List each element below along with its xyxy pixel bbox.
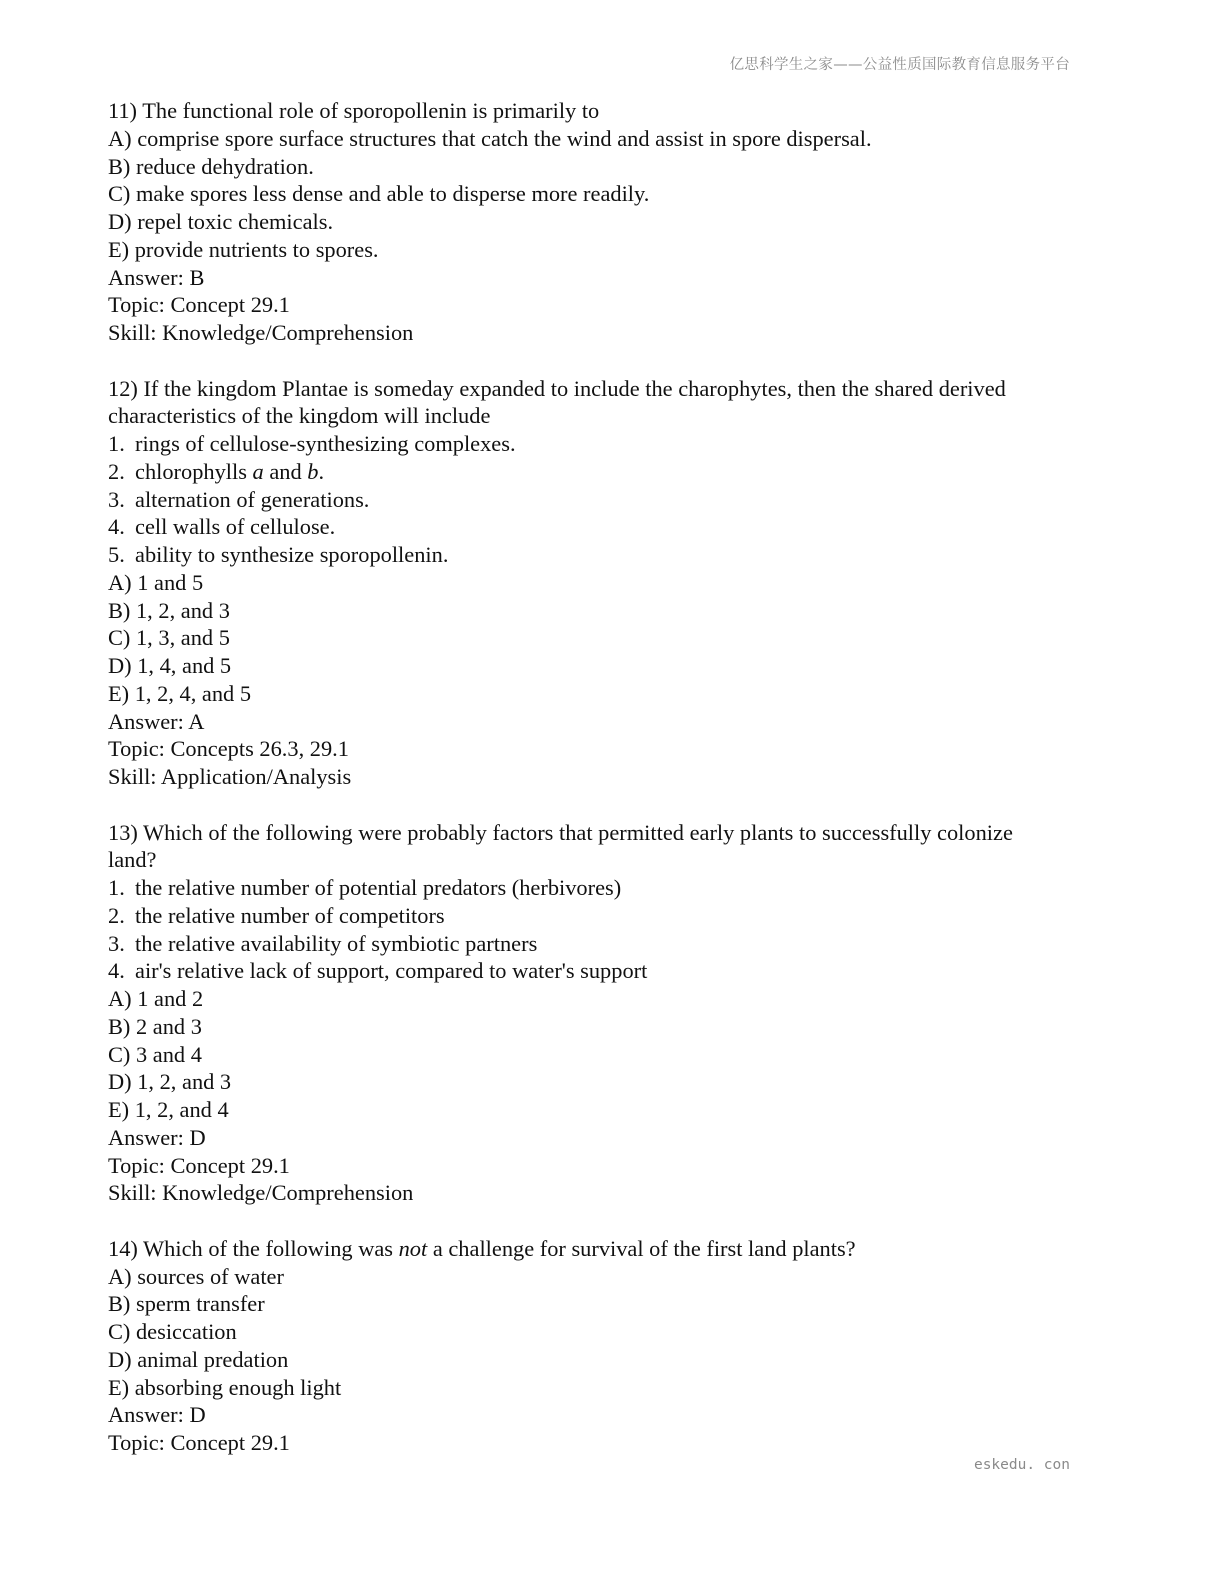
item-number: 1. (108, 875, 125, 900)
answer: Answer: D (108, 1124, 206, 1150)
stem-text-post: a challenge for survival of the first land plants? (427, 1235, 856, 1261)
item-text-mid: and (263, 458, 308, 484)
answer: Answer: A (108, 708, 205, 734)
skill: Skill: Application/Analysis (108, 764, 352, 789)
option-b: B) reduce dehydration. (108, 153, 314, 179)
item-text: cell walls of cellulose. (135, 514, 336, 540)
option-e: E) provide nutrients to spores. (108, 236, 379, 262)
question-stem (108, 1235, 1083, 1263)
option-a: A) comprise spore surface structures that catch the wind and assist in spore dispersal. (108, 125, 872, 151)
option-e: E) absorbing enough light (108, 1374, 342, 1400)
option-c: C) 3 and 4 (108, 1041, 202, 1067)
skill: Skill: Knowledge/Comprehension (108, 1180, 414, 1206)
topic: Topic: Concept 29.1 (108, 292, 290, 318)
option-a: A) 1 and 2 (108, 986, 204, 1011)
question-stem: 11) The functional role of sporopollenin is primarily to (108, 98, 600, 123)
item-text-post: . (318, 458, 325, 484)
item-text: the relative number of competitors (135, 902, 445, 928)
item-number: 5. (108, 542, 125, 567)
option-a: A) 1 and 5 (108, 569, 204, 595)
option-c: C) desiccation (108, 1319, 237, 1344)
footer-site-url: eskedu. con (973, 1457, 1070, 1473)
item-text: alternation of generations. (135, 486, 370, 512)
option-b: B) sperm transfer (108, 1291, 265, 1317)
item-number: 4. (108, 514, 125, 540)
statement-item (108, 513, 1083, 541)
option-d: D) repel toxic chemicals. (108, 209, 334, 234)
option-d: D) animal predation (108, 1346, 289, 1372)
option-b: B) 1, 2, and 3 (108, 597, 230, 623)
statement-item (108, 458, 1083, 486)
item-text-italic-b: b (307, 458, 319, 484)
option-b: B) 2 and 3 (108, 1013, 202, 1039)
item-number: 3. (108, 930, 125, 956)
item-text-italic-a: a (252, 458, 264, 484)
topic: Topic: Concept 29.1 (108, 1152, 290, 1178)
item-number: 4. (108, 958, 125, 984)
statement-item (108, 874, 1083, 902)
item-number: 2. (108, 902, 125, 928)
answer: Answer: B (108, 264, 205, 290)
item-number: 1. (108, 431, 125, 456)
question-12 (108, 375, 1083, 791)
question-11 (108, 97, 1083, 347)
statement-item (108, 430, 1083, 458)
header-site-name: 亿思科学生之家——公益性质国际教育信息服务平台 (729, 57, 1070, 73)
item-text: the relative availability of symbiotic partners (135, 930, 538, 956)
question-13 (108, 819, 1083, 1208)
question-stem-line-2: land? (108, 847, 157, 873)
item-number: 3. (108, 486, 125, 512)
question-stem-line-1: 13) Which of the following were probably factors that permitted early plants to successfully colonize (108, 819, 1013, 845)
option-c: C) 1, 3, and 5 (108, 625, 230, 651)
option-e: E) 1, 2, 4, and 5 (108, 680, 252, 706)
question-14 (108, 1235, 1083, 1457)
option-c: C) make spores less dense and able to disperse more readily. (108, 181, 650, 207)
question-stem: 12) If the kingdom Plantae is someday expanded to include the charophytes, then the shared derived characteristics of the kingdom will include (108, 375, 1006, 429)
option-e: E) 1, 2, and 4 (108, 1097, 229, 1122)
item-text: ability to synthesize sporopollenin. (135, 542, 449, 567)
item-text: rings of cellulose-synthesizing complexes. (135, 431, 516, 456)
item-text: air's relative lack of support, compared to water's support (135, 958, 648, 984)
item-text-pre: chlorophylls (135, 458, 253, 484)
item-text: the relative number of potential predators (herbivores) (135, 875, 622, 900)
option-d: D) 1, 2, and 3 (108, 1069, 232, 1095)
topic: Topic: Concept 29.1 (108, 1430, 290, 1455)
statement-item (108, 902, 1083, 930)
topic: Topic: Concepts 26.3, 29.1 (108, 736, 349, 762)
option-a: A) sources of water (108, 1263, 284, 1289)
answer: Answer: D (108, 1402, 206, 1428)
skill: Skill: Knowledge/Comprehension (108, 320, 414, 345)
statement-item (108, 930, 1083, 958)
option-d: D) 1, 4, and 5 (108, 653, 232, 678)
stem-text-italic: not (398, 1235, 428, 1261)
stem-text-pre: 14) Which of the following was (108, 1235, 399, 1261)
item-number: 2. (108, 458, 125, 484)
statement-item (108, 486, 1083, 514)
statement-item (108, 957, 1083, 985)
document-body (108, 97, 1083, 1457)
statement-item (108, 541, 1083, 569)
